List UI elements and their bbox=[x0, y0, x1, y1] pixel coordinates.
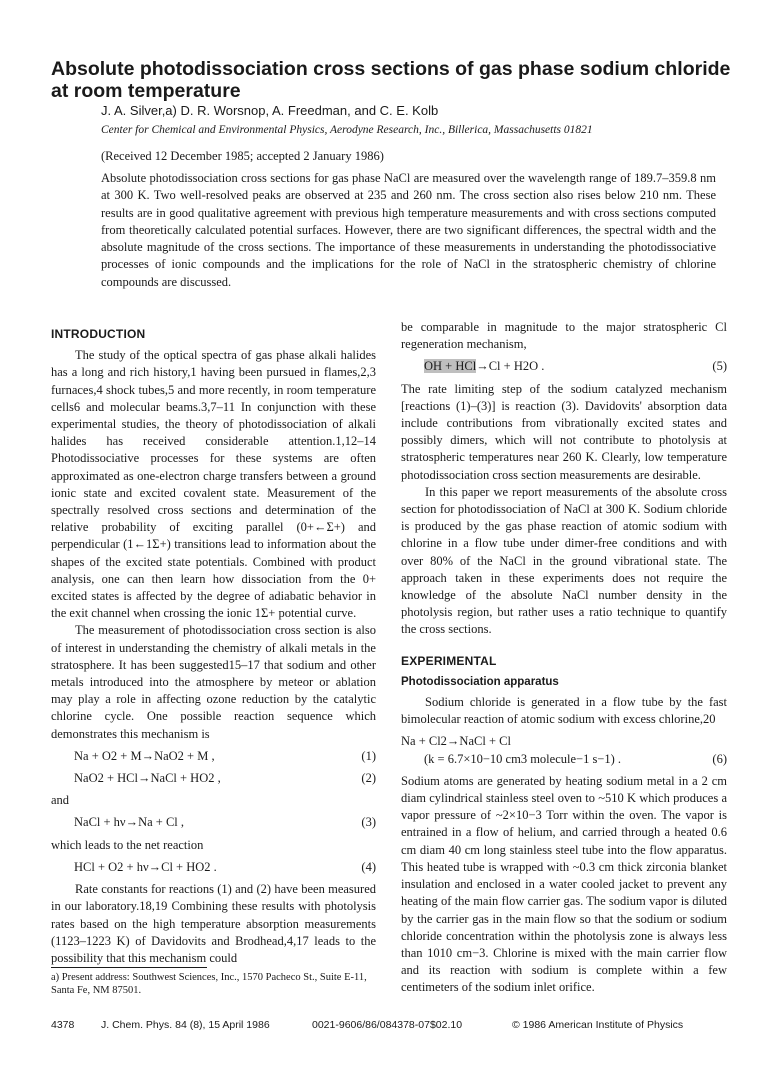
equation-2-number: (2) bbox=[361, 771, 376, 786]
rate-limiting-paragraph: The rate limiting step of the sodium catalyzed mechanism [reactions (1)–(3)] is reaction (3). Davidovits' absorption data include contributions from vibrationally excited states and possibly dimers, which will not contribute to photolysis at stratospheric temperatures near 260 K. Clearly, low temperature photodissociation cross section measurements are desirable. bbox=[401, 381, 727, 482]
continued-paragraph: be comparable in magnitude to the major stratospheric Cl regeneration mechanism, bbox=[401, 320, 727, 352]
equation-5 bbox=[401, 358, 727, 375]
equation-3-expression: NaCl + hν→Na + Cl , bbox=[74, 815, 185, 830]
intro-paragraph-3: Rate constants for reactions (1) and (2) have been measured in our laboratory.18,19 Combining these results with photolysis rates based on the high temperature absorption measurements (1123–1223 K) of Davidovits and Brodhead,4,17 leads to the possibility that this mechanism could bbox=[51, 882, 376, 965]
copyright-notice: © 1986 American Institute of Physics bbox=[512, 1019, 684, 1031]
article-title: Absolute photodissociation cross sections of gas phase sodium chloride at room temperature bbox=[51, 58, 731, 102]
this-paper-paragraph: In this paper we report measurements of the absolute cross section for photodissociation of NaCl at 300 K. Sodium chloride is produced by the gas phase reaction of atomic sodium with chlorine in a flow tube under dimer-free conditions and with over 80% of the NaCl in the ground vibrational state. The approach taken in these experiments does not require the knowledge of the absolute NaCl number density in the photolysis region, but rather uses a ratio technique to quantify the cross sections. bbox=[401, 484, 727, 637]
equation-6-number: (6) bbox=[712, 751, 727, 766]
received-dates: (Received 12 December 1985; accepted 2 January 1986) bbox=[101, 149, 384, 163]
equation-4-number: (4) bbox=[361, 859, 376, 874]
net-reaction-text: which leads to the net reaction bbox=[51, 837, 204, 852]
apparatus-paragraph-1: Sodium chloride is generated in a flow tube by the fast bimolecular reaction of atomic sodium with excess chlorine,20 bbox=[401, 695, 727, 727]
equation-5-number: (5) bbox=[712, 359, 727, 374]
section-heading-experimental: EXPERIMENTAL bbox=[401, 653, 497, 668]
connective-text: and bbox=[51, 793, 70, 808]
section-heading-introduction: INTRODUCTION bbox=[51, 327, 146, 341]
footnote: a) Present address: Southwest Sciences, Inc., 1570 Pacheco St., Suite E-11, Santa Fe, NM 87501. bbox=[51, 972, 367, 996]
equation-3-number: (3) bbox=[361, 815, 376, 830]
left-column bbox=[51, 326, 376, 967]
right-column bbox=[401, 319, 727, 997]
apparatus-paragraph-2: Sodium atoms are generated by heating sodium metal in a 2 cm diam cylindrical stainless steel oven to ~510 K which produces a vapor pressure of ~2×10−3 Torr within the oven. The vapor is entrained in a flow of helium, and carried through a heated 0.6 cm diam 40 cm long stainless steel tube into the flow apparatus. This heated tube is wrapped with ~0.3 cm thick zirconia blanket insulation and enclosed in a water cooled jacket to prevent any heating of the main flow carrier gas. The sodium vapor is diluted by the carrier gas in the main flow so that the sodium or sodium chloride concentration within the photolysis zone is always less than 1010 cm−3. Chlorine is mixed with the main carrier flow and its reaction with sodium is complete within a few centimeters of the sodium inlet orifice. bbox=[401, 773, 727, 995]
equation-5-expression bbox=[401, 358, 544, 375]
affiliation: Center for Chemical and Environmental Physics, Aerodyne Research, Inc., Billerica, Massachusetts 01821 bbox=[101, 124, 593, 136]
footnote-rule bbox=[51, 967, 207, 968]
equation-4-expression: HCl + O2 + hν→Cl + HO2 . bbox=[74, 859, 217, 874]
intro-paragraph-1: The study of the optical spectra of gas phase alkali halides has a long and rich history,1 having been pursued in flames,2,3 furnaces,4 shock tubes,5 and more recently, in room temperature cells6 and molecular beams.3,7–11 In conjunction with these experimental studies, the theory of photodissociation of alkali halides has received considerable attention.1,12–14 Photodissociative processes for these systems are often approximated as one-electron charge transfers between a ground ionic state and excited covalent state. Measurement of the spectrally resolved cross sections and determination of the relative probability of exciting parallel (0+←Σ+) and perpendicular (1←1Σ+) transitions lead to information about the shapes of the excited state potentials. Combined with product analysis, one can then learn how dissociation from the 0+ excited states is affected by the degree of adiabatic behavior in the exit channel when crossing the ionic 1Σ+ potential curve. bbox=[51, 348, 376, 621]
equation-6-expression: Na + Cl2→NaCl + Cl bbox=[401, 734, 511, 749]
journal-citation: J. Chem. Phys. 84 (8), 15 April 1986 bbox=[101, 1019, 270, 1031]
equation-3 bbox=[51, 814, 376, 831]
author-list: J. A. Silver,a) D. R. Worsnop, A. Freedman, and C. E. Kolb bbox=[101, 103, 439, 118]
highlighted-reactants: OH + HCl bbox=[424, 359, 477, 374]
equation-1-expression: Na + O2 + M→NaO2 + M , bbox=[74, 748, 215, 763]
equation-2-expression: NaO2 + HCl→NaCl + HO2 , bbox=[74, 771, 221, 786]
equation-6-rate-line bbox=[401, 751, 727, 768]
article-code: 0021-9606/86/084378-07$02.10 bbox=[312, 1019, 463, 1031]
equation-2 bbox=[51, 770, 376, 787]
equation-1 bbox=[51, 748, 376, 765]
subsection-heading-apparatus: Photodissociation apparatus bbox=[401, 675, 559, 688]
equation-4 bbox=[51, 859, 376, 876]
intro-paragraph-2: The measurement of photodissociation cross section is also of interest in understanding the chemistry of alkali metals in the stratosphere. It has been suggested15–17 that sodium and other metals introduced into the atmosphere by meteor or ablation may play a role in affecting ozone reduction by the catalytic chlorine cycle. One possible reaction sequence which demonstrates this mechanism is bbox=[51, 623, 376, 741]
equation-6-rate-constant: (k = 6.7×10−10 cm3 molecule−1 s−1) . bbox=[424, 751, 622, 766]
abstract: Absolute photodissociation cross sections for gas phase NaCl are measured over the wavelength range of 189.7–359.8 nm at 300 K. Two well-resolved peaks are observed at 235 and 260 nm. The cross section also rises below 210 nm. These results are in good qualitative agreement with previous high temperature measurements and with cross sections computed from theoretically calculated potential surfaces. However, there are two significant differences, the spectral width and the absolute magnitude of the cross sections. The importance of these measurements in understanding the photodissociative processes of ionic compounds and the implications for the role of NaCl in the stratospheric chemistry of chlorine compounds are discussed. bbox=[101, 171, 716, 289]
equation-1-number: (1) bbox=[361, 748, 376, 763]
equation-5-products: →Cl + H2O . bbox=[476, 359, 545, 374]
page-number: 4378 bbox=[51, 1019, 75, 1031]
equation-6 bbox=[401, 733, 727, 750]
